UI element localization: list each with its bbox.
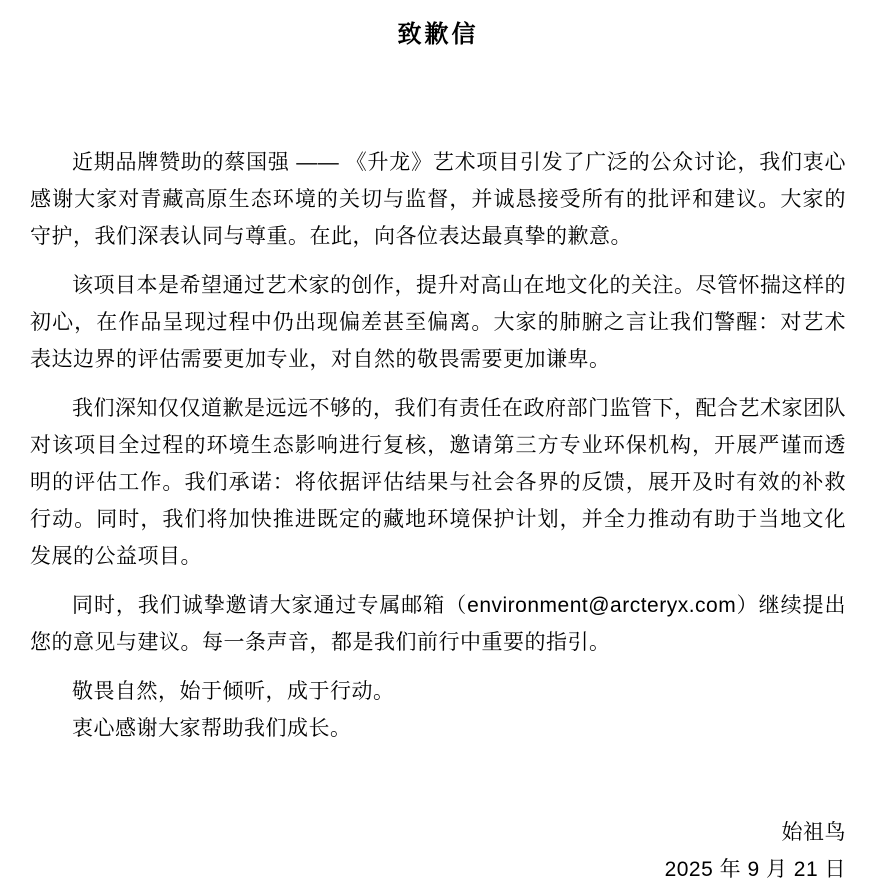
letter-body	[30, 144, 846, 747]
signature-date: 2025 年 9 月 21 日	[664, 858, 846, 881]
closing-line-motto: 敬畏自然，始于倾听，成于行动。	[72, 680, 395, 703]
paragraph-project-intent: 该项目本是希望通过艺术家的创作，提升对高山在地文化的关注。尽管怀揣这样的初心，在作品呈现过程中仍出现偏差甚至偏离。大家的肺腑之言让我们警醒：对艺术表达边界的评估需要更加专业，对自然的敬畏需要更加谦卑。	[30, 274, 846, 371]
paragraph-apology-intro: 近期品牌赞助的蔡国强 —— 《升龙》艺术项目引发了广泛的公众讨论，我们衷心感谢大家对青藏高原生态环境的关切与监督，并诚恳接受所有的批评和建议。大家的守护，我们深表认同与尊重。在此，向各位表达最真挚的歉意。	[30, 151, 846, 248]
signature-block	[30, 814, 846, 882]
paragraph-feedback-email: 同时，我们诚挚邀请大家通过专属邮箱（environment@arcteryx.com）继续提出您的意见与建议。每一条声音，都是我们前行中重要的指引。	[30, 594, 846, 654]
closing-line-thanks: 衷心感谢大家帮助我们成长。	[72, 717, 352, 740]
letter-title: 致歉信	[397, 21, 479, 48]
signature-brand-name: 始祖鸟	[781, 821, 846, 844]
closing-block	[30, 673, 846, 747]
paragraph-remediation-commitment: 我们深知仅仅道歉是远远不够的，我们有责任在政府部门监管下，配合艺术家团队对该项目全过程的环境生态影响进行复核，邀请第三方专业环保机构，开展严谨而透明的评估工作。我们承诺：将依据评估结果与社会各界的反馈，展开及时有效的补救行动。同时，我们将加快推进既定的藏地环境保护计划，并全力推动有助于当地文化发展的公益项目。	[30, 397, 846, 568]
